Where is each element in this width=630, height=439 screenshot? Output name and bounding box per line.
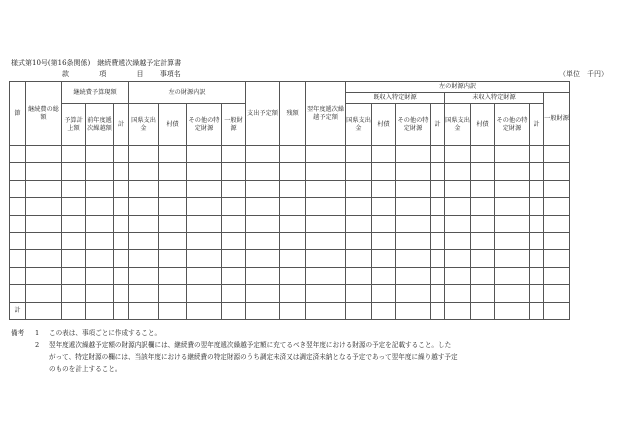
table-cell <box>86 232 114 249</box>
table-cell <box>159 285 187 302</box>
carryover-table <box>9 81 570 320</box>
subject-line <box>62 71 187 78</box>
table-cell <box>544 250 570 267</box>
table-cell <box>495 180 530 197</box>
table-cell <box>372 250 396 267</box>
table-cell <box>544 163 570 180</box>
total-cell <box>372 302 396 319</box>
table-cell <box>246 180 280 197</box>
total-cell <box>222 302 246 319</box>
table-cell <box>159 215 187 232</box>
table-cell <box>431 146 445 163</box>
table-cell <box>530 267 544 284</box>
col-other-1: その他の特定財源 <box>187 104 222 146</box>
table-cell <box>187 146 222 163</box>
table-cell <box>530 215 544 232</box>
table-row <box>10 232 570 249</box>
table-cell <box>471 163 495 180</box>
table-cell <box>495 215 530 232</box>
table-cell <box>431 198 445 215</box>
table-cell <box>372 163 396 180</box>
table-cell <box>280 267 306 284</box>
table-cell <box>10 163 26 180</box>
table-cell <box>431 285 445 302</box>
table-cell <box>471 146 495 163</box>
table-cell <box>246 146 280 163</box>
table-cell <box>306 215 346 232</box>
note-2-cont-1: がって、特定財源の欄には、当該年度における継続費の特定財源のうち調定未済又は調定済未納となる予定であって翌年度に繰り越す予定 <box>49 353 458 361</box>
table-cell <box>129 267 159 284</box>
table-cell <box>222 163 246 180</box>
table-cell <box>396 146 431 163</box>
table-cell <box>280 215 306 232</box>
table-cell <box>346 232 372 249</box>
table-cell <box>445 163 471 180</box>
table-cell <box>471 232 495 249</box>
table-cell <box>222 285 246 302</box>
table-cell <box>346 180 372 197</box>
table-cell <box>62 267 86 284</box>
note-2-cont-2: のものを計上すること。 <box>49 365 122 373</box>
table-cell <box>86 250 114 267</box>
table-cell <box>445 267 471 284</box>
table-cell <box>530 198 544 215</box>
table-cell <box>396 285 431 302</box>
total-cell <box>431 302 445 319</box>
table-row <box>10 215 570 232</box>
table-cell <box>396 163 431 180</box>
table-cell <box>445 232 471 249</box>
table-cell <box>396 215 431 232</box>
table-cell <box>10 250 26 267</box>
col-sonsai-2: 村債 <box>372 104 396 146</box>
table-cell <box>86 180 114 197</box>
table-cell <box>26 198 62 215</box>
col-kokken-3: 国県支出金 <box>445 104 471 146</box>
table-cell <box>26 232 62 249</box>
table-cell <box>114 232 129 249</box>
total-cell <box>346 302 372 319</box>
col-kei-1: 計 <box>114 104 129 146</box>
table-cell <box>159 146 187 163</box>
table-row <box>10 198 570 215</box>
table-cell <box>159 180 187 197</box>
label-jikoumei: 事項名 <box>159 70 181 78</box>
table-cell <box>431 250 445 267</box>
note-2-num: 2 <box>35 341 40 349</box>
notes-label: 備考 <box>11 329 25 337</box>
table-cell <box>159 232 187 249</box>
grp-mishu: 未収入特定財源 <box>445 93 544 104</box>
table-cell <box>26 215 62 232</box>
table-cell <box>306 285 346 302</box>
table-cell <box>306 198 346 215</box>
table-row <box>10 285 570 302</box>
table-cell <box>10 146 26 163</box>
table-cell <box>222 146 246 163</box>
grp-fin-breakdown: 左の財源内訳 <box>129 82 246 104</box>
table-cell <box>445 285 471 302</box>
table-cell <box>431 180 445 197</box>
table-cell <box>10 198 26 215</box>
col-prev-carry: 前年度遞次繰越額 <box>86 104 114 146</box>
table-cell <box>431 215 445 232</box>
form-title: 様式第10号(第16条関係) 継続費遞次繰越予定計算書 <box>11 59 182 67</box>
table-cell <box>246 163 280 180</box>
col-other-3: その他の特定財源 <box>495 104 530 146</box>
label-moku: 目 <box>136 70 144 78</box>
table-cell <box>372 267 396 284</box>
note-2-text: 翌年度遞次繰越予定額の財源内訳欄には、継続費の翌年度遞次繰越予定額に充てるべき翌年度における財源の予定を記載すること。した <box>49 341 452 349</box>
col-total: 継続費の総額 <box>26 82 62 146</box>
table-cell <box>114 267 129 284</box>
table-cell <box>471 198 495 215</box>
table-cell <box>544 215 570 232</box>
table-cell <box>10 232 26 249</box>
table-cell <box>159 198 187 215</box>
table-cell <box>187 198 222 215</box>
table-cell <box>129 146 159 163</box>
note-1-text: この表は、事項ごとに作成すること。 <box>49 329 162 337</box>
table-cell <box>431 267 445 284</box>
table-cell <box>86 267 114 284</box>
col-zangaku: 残額 <box>280 82 306 146</box>
total-cell <box>26 302 62 319</box>
table-cell <box>246 250 280 267</box>
table-cell <box>26 267 62 284</box>
table-cell <box>222 232 246 249</box>
table-cell <box>246 215 280 232</box>
table-cell <box>346 146 372 163</box>
total-cell <box>114 302 129 319</box>
col-kokken-2: 国県支出金 <box>346 104 372 146</box>
col-ippan-1: 一般財源 <box>222 104 246 146</box>
table-cell <box>62 285 86 302</box>
table-cell <box>306 180 346 197</box>
table-cell <box>246 232 280 249</box>
table-cell <box>62 250 86 267</box>
table-cell <box>306 250 346 267</box>
table-cell <box>62 146 86 163</box>
table-cell <box>222 250 246 267</box>
table-cell <box>129 198 159 215</box>
table-cell <box>187 267 222 284</box>
table-cell <box>26 250 62 267</box>
table-cell <box>431 232 445 249</box>
col-budget-amount: 予算計上額 <box>62 104 86 146</box>
table-cell <box>114 285 129 302</box>
table-cell <box>86 285 114 302</box>
table-cell <box>445 215 471 232</box>
table-cell <box>495 198 530 215</box>
table-cell <box>10 215 26 232</box>
table-cell <box>544 267 570 284</box>
col-kei-2: 計 <box>431 104 445 146</box>
table-cell <box>114 250 129 267</box>
total-cell <box>445 302 471 319</box>
table-cell <box>346 250 372 267</box>
table-cell <box>530 146 544 163</box>
table-cell <box>114 198 129 215</box>
table-cell <box>26 180 62 197</box>
table-cell <box>306 146 346 163</box>
table-row <box>10 250 570 267</box>
table-cell <box>396 267 431 284</box>
table-cell <box>471 267 495 284</box>
table-cell <box>129 163 159 180</box>
total-row <box>10 302 570 319</box>
grp-budget: 継続費予算現額 <box>62 82 129 104</box>
total-row-label: 計 <box>10 302 26 319</box>
col-other-2: その他の特定財源 <box>396 104 431 146</box>
table-cell <box>471 285 495 302</box>
table-cell <box>222 267 246 284</box>
table-cell <box>346 163 372 180</box>
table-cell <box>187 215 222 232</box>
table-cell <box>187 250 222 267</box>
col-shishutsu: 支出予定額 <box>246 82 280 146</box>
table-cell <box>280 285 306 302</box>
total-cell <box>396 302 431 319</box>
table-cell <box>530 250 544 267</box>
table-cell <box>86 146 114 163</box>
table-cell <box>530 285 544 302</box>
col-kokken-1: 国県支出金 <box>129 104 159 146</box>
table-cell <box>346 198 372 215</box>
table-cell <box>114 215 129 232</box>
note-1-num: 1 <box>35 329 40 337</box>
total-cell <box>159 302 187 319</box>
table-cell <box>246 285 280 302</box>
label-kan: 款 <box>62 70 69 78</box>
table-cell <box>495 267 530 284</box>
table-cell <box>159 163 187 180</box>
table-cell <box>187 163 222 180</box>
table-cell <box>246 267 280 284</box>
table-cell <box>396 232 431 249</box>
table-cell <box>187 180 222 197</box>
table-cell <box>187 285 222 302</box>
table-cell <box>62 198 86 215</box>
table-cell <box>26 163 62 180</box>
table-cell <box>372 232 396 249</box>
table-cell <box>346 285 372 302</box>
table-cell <box>280 250 306 267</box>
col-ippan-zaigen: 一般財源 <box>544 93 570 146</box>
table-cell <box>246 198 280 215</box>
total-cell <box>187 302 222 319</box>
table-cell <box>471 180 495 197</box>
table-cell <box>62 163 86 180</box>
table-cell <box>114 146 129 163</box>
table-cell <box>222 180 246 197</box>
table-cell <box>10 180 26 197</box>
table-cell <box>495 163 530 180</box>
table-row <box>10 146 570 163</box>
table-cell <box>86 163 114 180</box>
col-sonsai-3: 村債 <box>471 104 495 146</box>
col-next-carry: 翌年度遞次繰越予定額 <box>306 82 346 146</box>
table-cell <box>372 198 396 215</box>
table-cell <box>306 232 346 249</box>
col-setsu: 節 <box>10 82 26 146</box>
table-cell <box>129 232 159 249</box>
table-cell <box>544 232 570 249</box>
table-cell <box>222 215 246 232</box>
table-cell <box>544 146 570 163</box>
total-cell <box>62 302 86 319</box>
total-cell <box>306 302 346 319</box>
table-cell <box>26 285 62 302</box>
table-cell <box>530 232 544 249</box>
notes <box>11 327 611 375</box>
table-cell <box>396 198 431 215</box>
total-cell <box>530 302 544 319</box>
table-cell <box>306 267 346 284</box>
table-cell <box>396 180 431 197</box>
table-cell <box>26 146 62 163</box>
table-cell <box>280 232 306 249</box>
col-kei-3: 計 <box>530 104 544 146</box>
table-cell <box>471 250 495 267</box>
table-cell <box>372 146 396 163</box>
table-cell <box>346 267 372 284</box>
grp-kishu: 既収入特定財源 <box>346 93 445 104</box>
table-cell <box>372 285 396 302</box>
table-cell <box>544 180 570 197</box>
label-kou: 項 <box>99 70 107 78</box>
table-cell <box>445 180 471 197</box>
table-cell <box>10 285 26 302</box>
table-cell <box>306 163 346 180</box>
table-cell <box>159 267 187 284</box>
table-cell <box>129 285 159 302</box>
table-cell <box>544 285 570 302</box>
col-sonsai-1: 村債 <box>159 104 187 146</box>
table-body <box>10 146 570 320</box>
total-cell <box>544 302 570 319</box>
table-cell <box>445 146 471 163</box>
table-cell <box>86 198 114 215</box>
total-cell <box>495 302 530 319</box>
table-cell <box>544 198 570 215</box>
table-cell <box>530 180 544 197</box>
unit-label: （単位 千円） <box>559 70 608 78</box>
table-cell <box>159 250 187 267</box>
table-cell <box>62 180 86 197</box>
table-cell <box>62 215 86 232</box>
table-cell <box>62 232 86 249</box>
table-cell <box>495 146 530 163</box>
table-cell <box>280 163 306 180</box>
grp-fin-breakdown-2: 左の財源内訳 <box>346 82 570 93</box>
table-cell <box>530 163 544 180</box>
table-cell <box>445 198 471 215</box>
table-cell <box>187 232 222 249</box>
table-row <box>10 180 570 197</box>
table-cell <box>129 180 159 197</box>
table-cell <box>431 163 445 180</box>
table-cell <box>280 180 306 197</box>
table-cell <box>280 198 306 215</box>
table-cell <box>372 215 396 232</box>
table-cell <box>495 250 530 267</box>
table-cell <box>280 146 306 163</box>
table-row <box>10 267 570 284</box>
table-cell <box>445 250 471 267</box>
table-cell <box>495 285 530 302</box>
total-cell <box>280 302 306 319</box>
table-row <box>10 163 570 180</box>
total-cell <box>86 302 114 319</box>
table-cell <box>222 198 246 215</box>
table-cell <box>396 250 431 267</box>
total-cell <box>471 302 495 319</box>
table-cell <box>346 215 372 232</box>
table-cell <box>129 250 159 267</box>
table-cell <box>129 215 159 232</box>
table-cell <box>86 215 114 232</box>
table-cell <box>372 180 396 197</box>
total-cell <box>129 302 159 319</box>
total-cell <box>246 302 280 319</box>
table-cell <box>495 232 530 249</box>
table-cell <box>114 180 129 197</box>
table-cell <box>10 267 26 284</box>
table-cell <box>114 163 129 180</box>
table-cell <box>471 215 495 232</box>
